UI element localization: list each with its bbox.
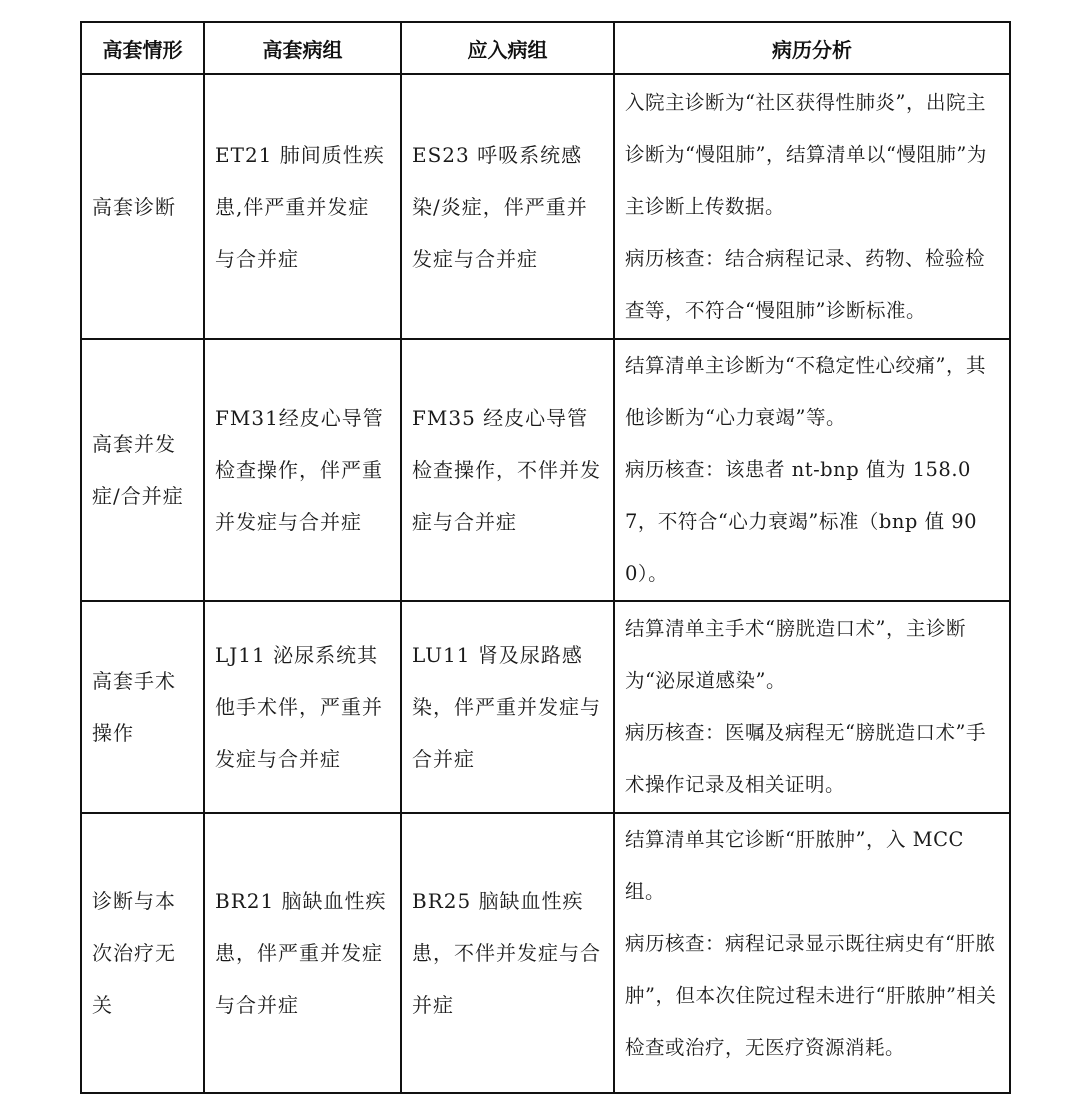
high-group-text: FM31经皮心导管检查操作，伴严重并发症与合并症: [215, 406, 384, 534]
high-group-text: LJ11 泌尿系统其他手术伴，严重并发症与合并症: [215, 643, 383, 771]
analysis-paragraph: 结算清单其它诊断“肝脓肿”，入 MCC组。: [625, 828, 964, 903]
proper-group-text: FM35 经皮心导管检查操作，不伴并发症与合并症: [412, 406, 601, 534]
table-row: [81, 74, 1010, 339]
dip-upcoding-table: [80, 21, 1011, 1094]
header-situation: 高套情形: [81, 22, 204, 74]
analysis-paragraph: 病历核查：结合病程记录、药物、检验检查等，不符合“慢阻肺”诊断标准。: [625, 246, 986, 322]
high-group-cell: [204, 601, 401, 813]
high-group-text: BR21 脑缺血性疾患，伴严重并发症与合并症: [215, 889, 387, 1017]
situation-text: 诊断与本次治疗无关: [92, 889, 176, 1017]
analysis-cell: [614, 339, 1010, 601]
table-row: [81, 339, 1010, 601]
proper-group-cell: [401, 813, 614, 1093]
situation-text: 高套手术操作: [92, 669, 176, 745]
analysis-cell: [614, 74, 1010, 339]
situation-text: 高套并发症/合并症: [92, 432, 184, 508]
analysis-paragraph: 病历核查：该患者 nt-bnp 值为 158.07，不符合“心力衰竭”标准（bnp 值 900）。: [625, 458, 978, 585]
table-row: [81, 601, 1010, 813]
analysis-paragraph: 结算清单主手术“膀胱造口术”，主诊断为“泌尿道感染”。: [625, 617, 966, 692]
situation-cell: [81, 74, 204, 339]
header-proper-group: 应入病组: [401, 22, 614, 74]
situation-text: 高套诊断: [92, 194, 176, 219]
proper-group-text: ES23 呼吸系统感染/炎症，伴严重并发症与合并症: [412, 142, 588, 271]
situation-cell: [81, 601, 204, 813]
header-analysis: 病历分析: [614, 22, 1010, 74]
analysis-cell: [614, 601, 1010, 813]
analysis-cell: [614, 813, 1010, 1093]
proper-group-cell: [401, 339, 614, 601]
analysis-paragraph: 入院主诊断为“社区获得性肺炎”，出院主诊断为“慢阻肺”，结算清单以“慢阻肺”为主诊断上传数据。: [625, 90, 987, 218]
high-group-cell: [204, 813, 401, 1093]
proper-group-text: BR25 脑缺血性疾患，不伴并发症与合并症: [412, 889, 601, 1017]
situation-cell: [81, 813, 204, 1093]
high-group-text: ET21 肺间质性疾患,伴严重并发症与合并症: [215, 142, 385, 271]
analysis-paragraph: 病历核查：病程记录显示既往病史有“肝脓肿”，但本次住院过程未进行“肝脓肿”相关检查或治疗，无医疗资源消耗。: [625, 932, 997, 1059]
situation-cell: [81, 339, 204, 601]
high-group-cell: [204, 339, 401, 601]
proper-group-text: LU11 肾及尿路感染，伴严重并发症与合并症: [412, 643, 601, 771]
analysis-paragraph: 病历核查：医嘱及病程无“膀胱造口术”手术操作记录及相关证明。: [625, 721, 986, 796]
analysis-paragraph: 结算清单主诊断为“不稳定性心绞痛”，其他诊断为“心力衰竭”等。: [625, 354, 986, 429]
table-header-row: [81, 22, 1010, 74]
table-row: [81, 813, 1010, 1093]
proper-group-cell: [401, 601, 614, 813]
header-high-group: 高套病组: [204, 22, 401, 74]
proper-group-cell: [401, 74, 614, 339]
high-group-cell: [204, 74, 401, 339]
